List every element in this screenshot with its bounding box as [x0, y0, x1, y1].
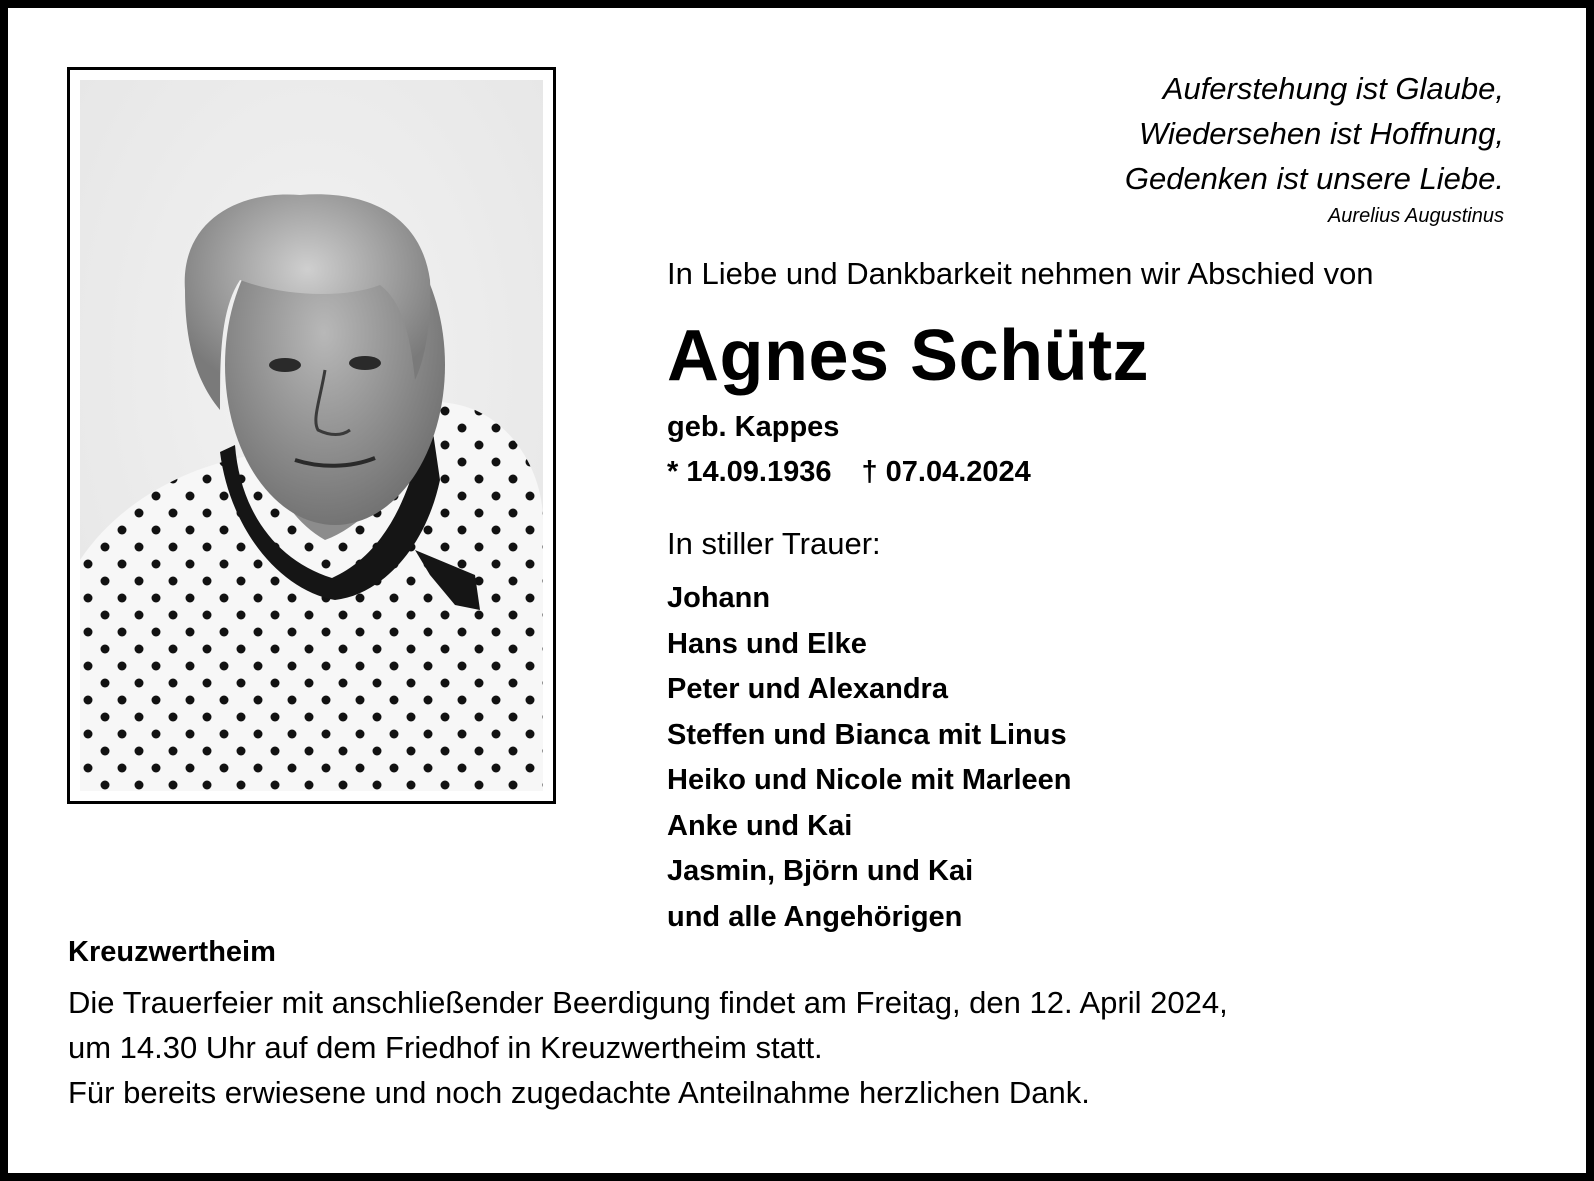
mourner-name: Steffen und Bianca mit Linus: [667, 718, 1067, 751]
portrait-photo: [67, 67, 556, 804]
mourner-name: Anke und Kai: [667, 809, 853, 842]
quote-line: Auferstehung ist Glaube,: [1162, 71, 1504, 106]
service-line: Die Trauerfeier mit anschließender Beerdigung findet am Freitag, den 12. April 2024,: [68, 985, 1228, 1020]
quote-line: Gedenken ist unsere Liebe.: [1124, 161, 1504, 196]
service-line: um 14.30 Uhr auf dem Friedhof in Kreuzwertheim statt.: [68, 1030, 823, 1065]
service-details: [68, 980, 1228, 1115]
birth-date: * 14.09.1936: [667, 456, 832, 488]
maiden-name: geb. Kappes: [667, 411, 840, 443]
mourning-label: In stiller Trauer:: [667, 526, 881, 561]
life-dates: [667, 456, 1031, 489]
mourner-name: und alle Angehörigen: [667, 900, 963, 933]
deceased-name: Agnes Schütz: [667, 316, 1150, 396]
intro-text: In Liebe und Dankbarkeit nehmen wir Abschied von: [667, 256, 1374, 291]
quote-line: Wiedersehen ist Hoffnung,: [1138, 116, 1504, 151]
place-name: Kreuzwertheim: [68, 936, 276, 968]
quote-author: Aurelius Augustinus: [1327, 205, 1504, 227]
memorial-quote: [1125, 66, 1504, 231]
mourner-name: Hans und Elke: [667, 627, 867, 660]
mourner-name: Peter und Alexandra: [667, 673, 948, 705]
portrait-image: [80, 80, 543, 791]
mourners-list: [667, 576, 1071, 940]
service-line: Für bereits erwiesene und noch zugedachte Anteilnahme herzlichen Dank.: [68, 1075, 1090, 1110]
mourner-name: Jasmin, Björn und Kai: [667, 855, 974, 887]
mourner-name: Johann: [667, 582, 771, 614]
death-date: † 07.04.2024: [861, 456, 1031, 488]
mourner-name: Heiko und Nicole mit Marleen: [667, 764, 1072, 796]
